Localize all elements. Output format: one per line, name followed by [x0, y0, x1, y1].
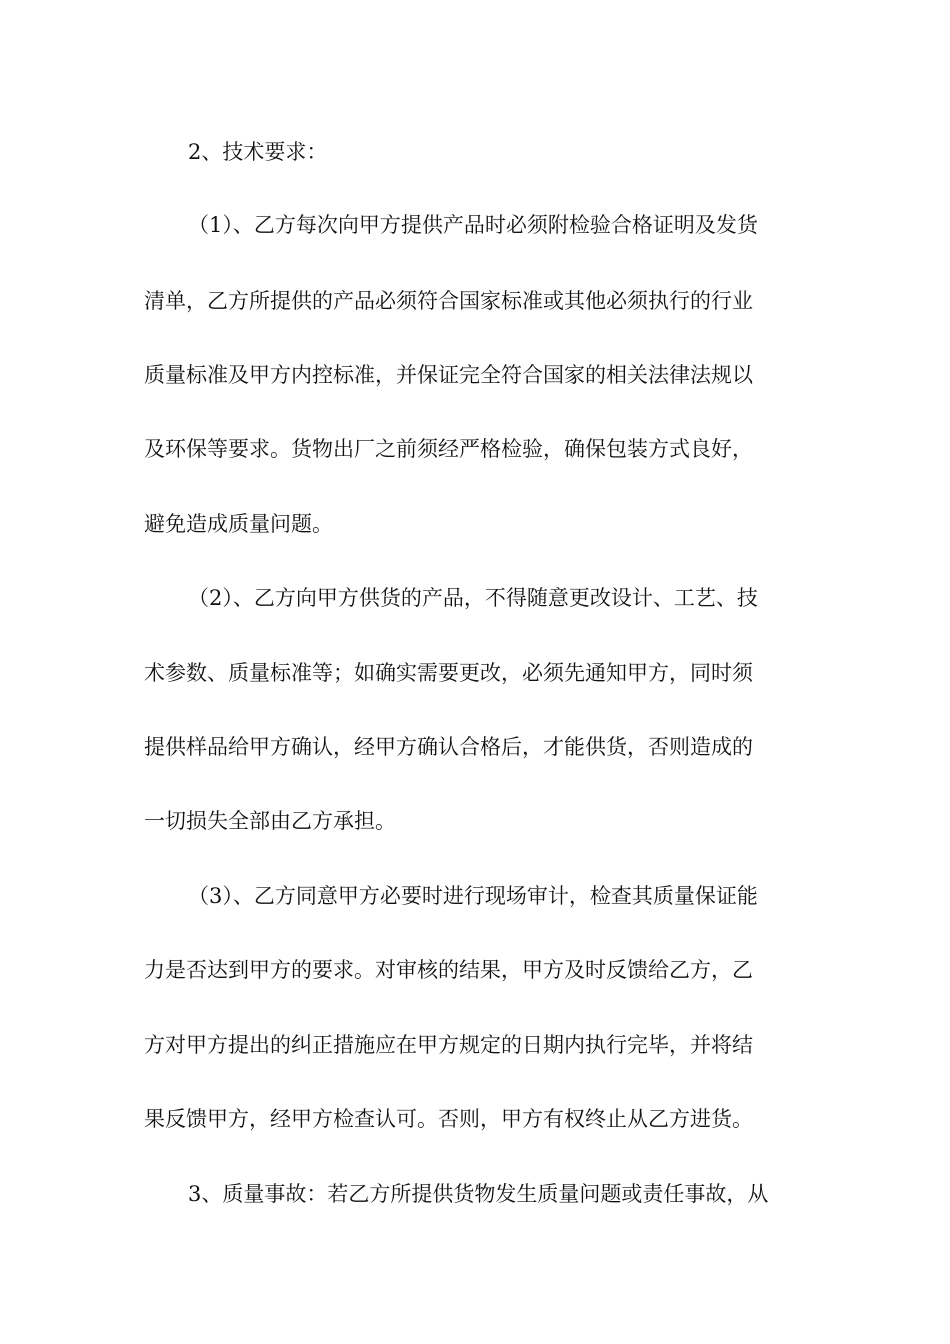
- paragraph-line: 清单，乙方所提供的产品必须符合国家标准或其他必须执行的行业: [144, 289, 753, 313]
- paragraph-line: 质量标准及甲方内控标准，并保证完全符合国家的相关法律法规以: [144, 363, 753, 387]
- paragraph-line: （3）、乙方同意甲方必要时进行现场审计，检查其质量保证能: [188, 884, 758, 908]
- section-heading-quality-accidents: 3、质量事故：若乙方所提供货物发生质量问题或责任事故，从: [188, 1182, 769, 1206]
- paragraph-line: 及环保等要求。货物出厂之前须经严格检验，确保包装方式良好，: [144, 437, 753, 461]
- paragraph-line: 方对甲方提出的纠正措施应在甲方规定的日期内执行完毕，并将结: [144, 1033, 753, 1057]
- paragraph-line: 术参数、质量标准等；如确实需要更改，必须先通知甲方，同时须: [144, 661, 753, 685]
- paragraph-line: 避免造成质量问题。: [144, 512, 333, 536]
- paragraph-line: 一切损失全部由乙方承担。: [144, 809, 396, 833]
- paragraph-line: 果反馈甲方，经甲方检查认可。否则，甲方有权终止从乙方进货。: [144, 1107, 753, 1131]
- paragraph-line: 力是否达到甲方的要求。对审核的结果，甲方及时反馈给乙方，乙: [144, 958, 753, 982]
- paragraph-line: 提供样品给甲方确认，经甲方确认合格后，才能供货，否则造成的: [144, 735, 753, 759]
- paragraph-line: （1）、乙方每次向甲方提供产品时必须附检验合格证明及发货: [188, 213, 758, 237]
- paragraph-line: （2）、乙方向甲方供货的产品，不得随意更改设计、工艺、技: [188, 586, 758, 610]
- section-heading-technical-requirements: 2、技术要求：: [188, 140, 328, 164]
